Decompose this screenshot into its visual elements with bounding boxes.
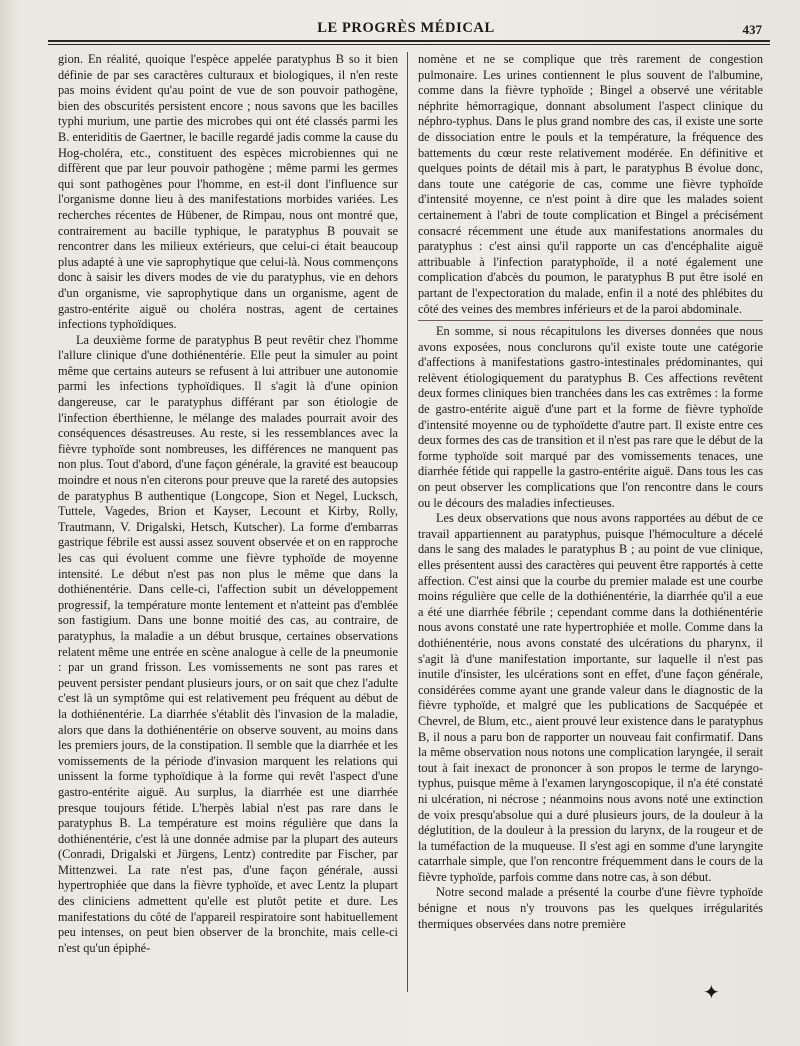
paragraph: En somme, si nous récapitulons les diverses données que nous avons exposées, nous conclurons qu'il existe toute une catégorie d'affections à manifestations gastro-intestinales prédominantes, qui relèvent étiologiquement du paratyphus B. Ces affections revêtent deux formes cliniques bien tranchées dans les cas extrêmes : la forme de gastro-entérite aiguë d'une part et la forme de fièvre typhoïde d'intensité moyenne ou de typhoïdette d'autre part. Il existe entre ces deux formes des cas de transition et il n'est pas rare que le début de la forme typhoïde soit marqué par des vomissements tenaces, une diarrhée fétide qui rappelle la gastro-entérite aiguë. Dans tous les cas on peut observer les complications que l'on rencontre dans le cours ou le décours des maladies infectieuses. [418,324,763,510]
header-rule-thin [48,44,770,45]
paragraph: nomène et ne se complique que très rarement de congestion pulmonaire. Les urines contiennent le plus souvent de l'albumine, comme dans la fièvre typhoïde ; Bingel a observé une véritable néphrite hémorragique, donnant absolument l'aspect clinique du néphro-typhus. Dans le plus grand nombre des cas, il existe une sorte de dissociation entre le pouls et la température, la fréquence des battements du cœur reste relativement modérée. En définitive et quelques points de détail mis à part, le paratyphus B évolue donc, dans toute une catégorie de cas, comme une fièvre typhoïde d'intensité moyenne, ce n'est point à dire que les malades soient certainement à l'abri de toute complication et Bingel a précisément consacré récemment une étude aux manifestations anormales du paratyphus : c'est ainsi qu'il rapporte un cas d'encéphalite aiguë attribuable à l'infection paratyphoïde, il a noté également une complication d'abcès du poumon, le paratyphus B put être isolé en partant de l'expectoration du malade, enfin il a noté des phlébites du côté des veines des membres inférieurs et de la paroi abdominale. [418,52,763,316]
journal-title: LE PROGRÈS MÉDICAL [317,20,495,36]
page-number: 437 [742,22,762,37]
column-divider [407,52,408,992]
right-column [418,52,763,932]
paragraph: gion. En réalité, quoique l'espèce appelée paratyphus B so it bien définie de par ses caractères culturaux et biologiques, il n'en reste pas moins évident qu'au point de vue de son pouvoir pathogène, bien des obscurités persistent encore ; nous savons que les bacilles typhi murium, une partie des microbes qui ont été classés parmi les B. enteriditis de Gaertner, le bacille regardé jadis comme la cause du Hog-choléra, etc., constituent des espèces microbiennes qui ne diffèrent que par leur pouvoir pathogène ; même parmi les germes qui sont pathogènes pour l'homme, en est-il dont l'influence sur l'organisme donne lieu à des manifestations morbides variées. Les recherches récentes de Hübener, de Rimpau, nous ont montré que, contrairement au bacille typhique, le paratyphus B pouvait se rencontrer dans les milieux extérieurs, que celui-ci était beaucoup plus adapté à une vie saprophytique que celui-là. Nous commençons donc à saisir les divers modes de vie du paratyphus, vie en dehors d'un organisme, vie saprophytique dans un organisme, agent de gastro-entérite aiguë ou choléra nostras, agent de certaines infections typhoïdiques. [58,52,398,332]
ornament-icon: ✦ [703,982,720,1004]
left-column [58,52,398,956]
running-header [48,14,764,40]
paragraph: Les deux observations que nous avons rapportées au début de ce travail appartiennent au paratyphus, puisque l'hémoculture a décelé dans le sang des malades le paratyphus B ; au point de vue clinique, elles présentent aussi des caractères qui peuvent être rapportés à cette affection. C'est ainsi que la courbe du premier malade est une courbe moins régulière que celle de la dothiénentérie, la diarrhée qu'il a eue a été une diarrhée fébrile ; cependant comme dans la dothiénentérie nous avons constaté une rate hypertrophiée et molle. Comme dans la dothiénentérie, nous avons constaté des ulcérations du pharynx, il s'agit là d'une manifestation importante, sur laquelle il n'est pas inutile d'insister, les ulcérations sont en effet, d'une façon générale, considérées comme ayant une grande valeur dans le diagnostic de la fièvre typhoïde, et malgré que les publications de Sacquépée et Chevrel, de Blum, etc., aient prouvé leur existence dans le paratyphus B, il nous a paru bon de rapporter un nouveau fait confirmatif. Dans la même observation nous notons une complication laryngée, il serait tout à fait inexact de prononcer à son propos le terme de laryngo-typhus, puisque même à l'examen laryngoscopique, il n'a été constaté ni ulcération, ni nécrose ; néanmoins nous avons noté une extinction de voix presqu'absolue qui a duré plusieurs jours, de la douleur à la déglutition, de la douleur à la pression du larynx, de la rougeur et de la tuméfaction de la muqueuse. Il s'est agi en somme d'une laryngite catarrhale simple, que l'on rencontre fréquemment dans le cours de la fièvre typhoïde, parfois comme dans notre cas, à son début. [418,511,763,884]
paragraph: Notre second malade a présenté la courbe d'une fièvre typhoïde bénigne et nous n'y trouvons pas les quelques irrégularités thermiques observées dans notre première [418,885,763,931]
header-rule [48,40,770,42]
paragraph: La deuxième forme de paratyphus B peut revêtir chez l'homme l'allure clinique d'une dothiénentérie. Elle peut la simuler au point même que certains auteurs se refusent à lui attribuer une autonomie parmi les infections typhoïdiques. Il s'agit là d'une opinion dangereuse, car le paratyphus différant par son étiologie de l'infection éberthienne, le mélange des malades pourrait avoir des conséquences désastreuses. Au reste, si les ressemblances avec la fièvre typhoïde sont nombreuses, les différences ne manquent pas non plus. Tout d'abord, d'une façon générale, la gravité est beaucoup moindre et nous n'en citerons pour preuve que la rareté des autopsies de paratyphus B authentique (Longcope, Sion et Negel, Lucksch, Tuttele, Vagedes, Brion et Kayser, Lecount et Kirby, Rolly, Trautmann, V. Drigalski, Hetsch, Kutscher). La forme d'embarras gastrique fébrile est aussi assez souvent observée et on en rapproche les cas qui évoluent comme une fièvre typhoïde de moyenne intensité. Le début n'est pas non plus le même que dans la dothiénentérie. Dans celle-ci, l'affection subit un développement progressif, la température monte lentement et n'atteint pas d'emblée son fastigium. Dans une bonne moitié des cas, au contraire, de paratyphus, la maladie a un début brusque, certaines observations relatent même une entrée en scène analogue à celle de la pneumonie : par un grand frisson. Les vomissements ne sont pas rares et peuvent persister pendant plusieurs jours, or on sait que chez l'adulte c'est là un symptôme qui est relativement peu fréquent au début de la dothiénentérie. La diarrhée s'établit dès l'invasion de la maladie, alors que dans la dothiénentérie on observe souvent, au moins dans les premiers jours, de la constipation. Il semble que la diarrhée et les vomissements de la période d'invasion marquent les relations qui unissent la forme typhoïdique à la forme qui revêt l'aspect d'une gastro-entérite aiguë. Au surplus, la diarrhée est une diarrhée presque toujours fétide. L'herpès labial n'est pas rare dans le paratyphus B. La température est moins régulière que dans la dothiénentérie, c'est là une donnée admise par la plupart des auteurs (Conradi, Drigalski et Jürgens, Lentz) contredite par Fischer, par Mittenzwei. La rate n'est pas, d'une façon générale, aussi hypertrophiée que dans la fièvre typhoïde, et avec Lentz la plupart des cliniciens admettent qu'elle est plutôt petite et dure. Les manifestations du côté de l'appareil respiratoire sont habituellement peu intenses, on peut bien observer de la bronchite, mais celle-ci n'est qu'un épiphé- [58,332,398,955]
paragraph-rule [418,320,763,321]
